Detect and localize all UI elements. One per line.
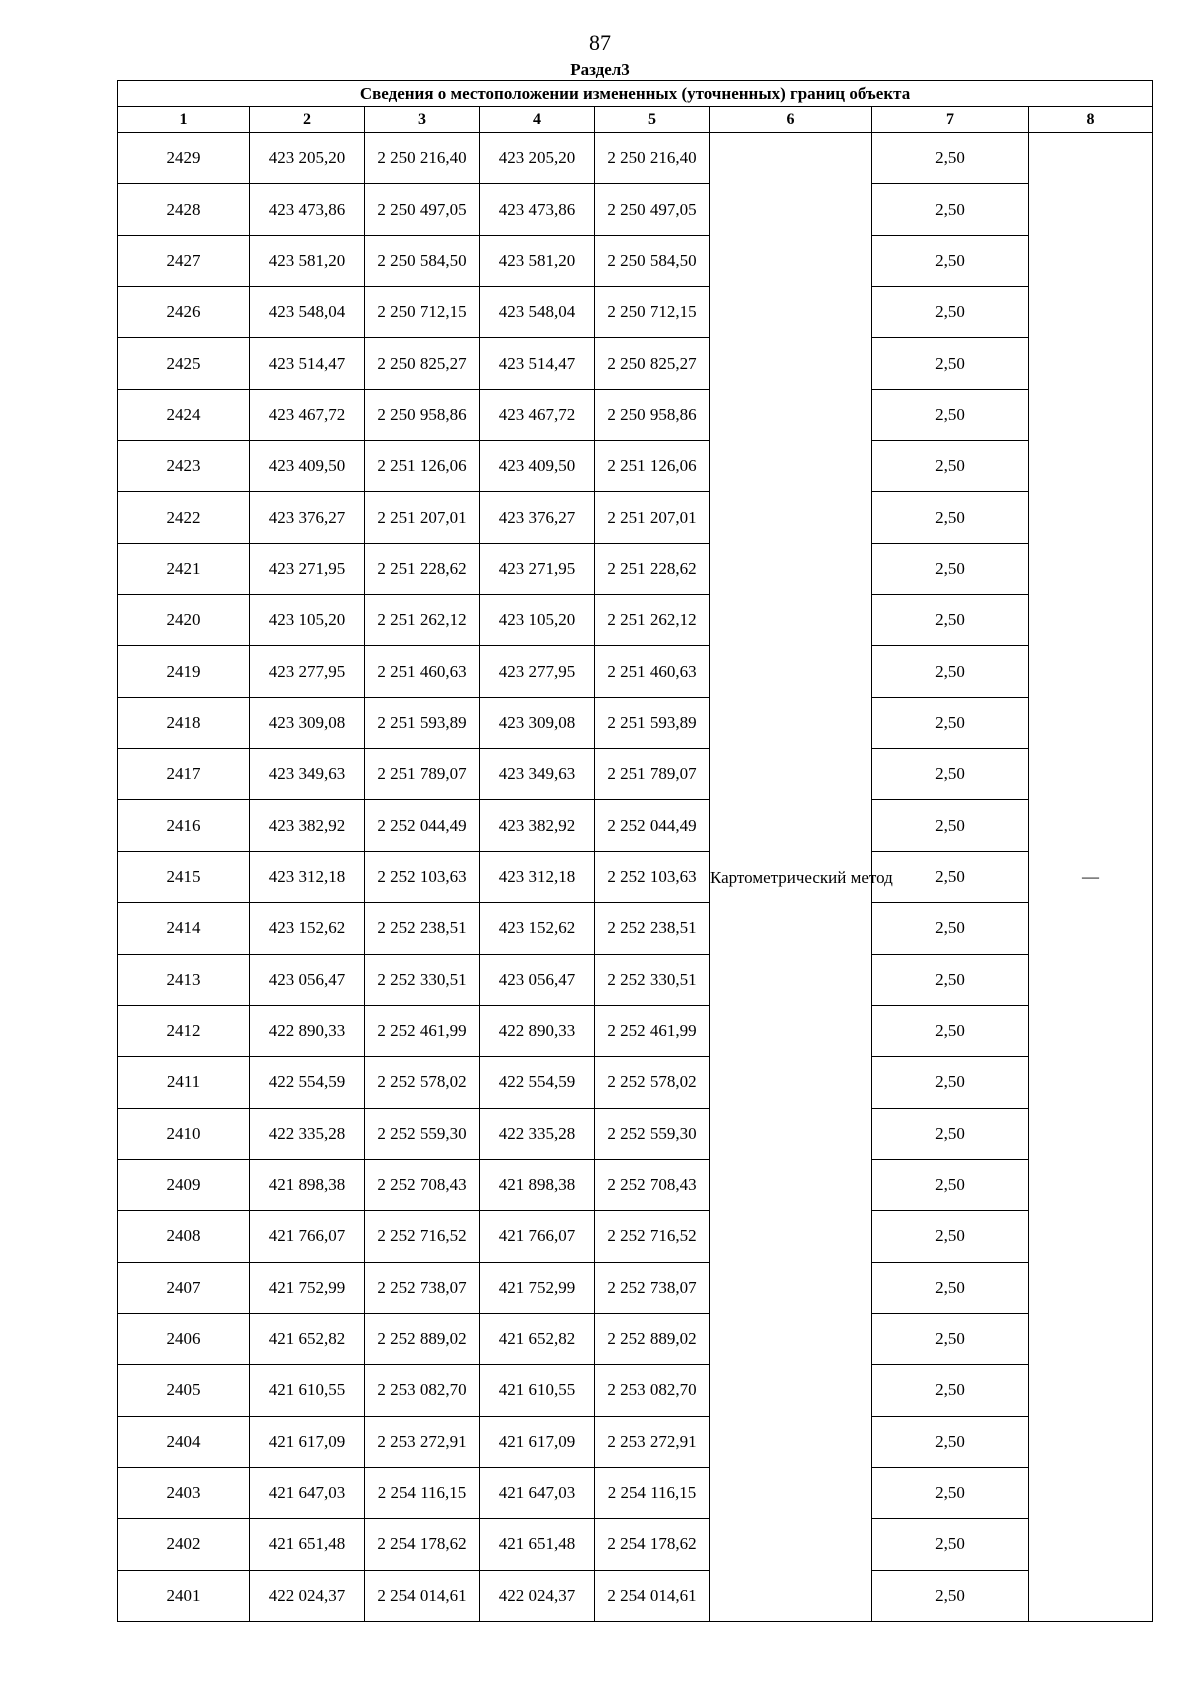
y-coordinate-2-cell: 2 251 126,06 [595,441,710,492]
point-number-cell: 2420 [118,595,250,646]
point-number-cell: 2407 [118,1262,250,1313]
point-number-cell: 2422 [118,492,250,543]
y-coordinate-2-cell: 2 252 559,30 [595,1108,710,1159]
y-coordinate-2-cell: 2 253 272,91 [595,1416,710,1467]
coordinates-table [117,80,1153,1622]
point-number-cell: 2421 [118,543,250,594]
y-coordinate-cell: 2 251 789,07 [365,749,480,800]
x-coordinate-cell: 422 335,28 [250,1108,365,1159]
column-number: 7 [872,107,1029,133]
column-number-row [118,107,1153,133]
accuracy-cell: 2,50 [872,1057,1029,1108]
y-coordinate-cell: 2 250 712,15 [365,287,480,338]
accuracy-cell: 2,50 [872,338,1029,389]
accuracy-cell: 2,50 [872,184,1029,235]
x-coordinate-2-cell: 423 205,20 [480,133,595,184]
accuracy-cell: 2,50 [872,1519,1029,1570]
x-coordinate-cell: 421 752,99 [250,1262,365,1313]
accuracy-cell: 2,50 [872,903,1029,954]
y-coordinate-cell: 2 251 262,12 [365,595,480,646]
x-coordinate-2-cell: 423 473,86 [480,184,595,235]
y-coordinate-cell: 2 252 738,07 [365,1262,480,1313]
y-coordinate-2-cell: 2 252 708,43 [595,1159,710,1210]
table-row [118,1519,1153,1570]
table-row [118,954,1153,1005]
x-coordinate-cell: 421 898,38 [250,1159,365,1210]
y-coordinate-cell: 2 250 216,40 [365,133,480,184]
point-number-cell: 2416 [118,800,250,851]
table-row [118,646,1153,697]
x-coordinate-2-cell: 421 898,38 [480,1159,595,1210]
y-coordinate-2-cell: 2 252 044,49 [595,800,710,851]
y-coordinate-cell: 2 252 889,02 [365,1313,480,1364]
y-coordinate-cell: 2 251 460,63 [365,646,480,697]
accuracy-cell: 2,50 [872,1108,1029,1159]
table-caption: Сведения о местоположении измененных (уточненных) границ объекта [118,81,1153,107]
x-coordinate-2-cell: 422 024,37 [480,1570,595,1621]
accuracy-cell: 2,50 [872,235,1029,286]
y-coordinate-2-cell: 2 251 262,12 [595,595,710,646]
y-coordinate-2-cell: 2 252 103,63 [595,851,710,902]
x-coordinate-2-cell: 423 056,47 [480,954,595,1005]
y-coordinate-2-cell: 2 251 460,63 [595,646,710,697]
y-coordinate-2-cell: 2 252 889,02 [595,1313,710,1364]
table-row [118,441,1153,492]
accuracy-cell: 2,50 [872,133,1029,184]
x-coordinate-cell: 423 205,20 [250,133,365,184]
point-number-cell: 2429 [118,133,250,184]
y-coordinate-cell: 2 254 014,61 [365,1570,480,1621]
column-number: 8 [1029,107,1153,133]
y-coordinate-cell: 2 252 103,63 [365,851,480,902]
x-coordinate-2-cell: 421 647,03 [480,1467,595,1518]
x-coordinate-cell: 421 651,48 [250,1519,365,1570]
y-coordinate-cell: 2 251 228,62 [365,543,480,594]
y-coordinate-cell: 2 254 178,62 [365,1519,480,1570]
x-coordinate-cell: 423 581,20 [250,235,365,286]
table-row [118,338,1153,389]
y-coordinate-cell: 2 252 238,51 [365,903,480,954]
point-number-cell: 2410 [118,1108,250,1159]
point-number-cell: 2419 [118,646,250,697]
column-number: 6 [710,107,872,133]
y-coordinate-cell: 2 251 126,06 [365,441,480,492]
point-number-cell: 2425 [118,338,250,389]
table-row [118,1365,1153,1416]
y-coordinate-cell: 2 252 044,49 [365,800,480,851]
column-number: 2 [250,107,365,133]
point-number-cell: 2404 [118,1416,250,1467]
accuracy-cell: 2,50 [872,389,1029,440]
x-coordinate-cell: 423 277,95 [250,646,365,697]
y-coordinate-2-cell: 2 250 584,50 [595,235,710,286]
x-coordinate-cell: 423 467,72 [250,389,365,440]
x-coordinate-2-cell: 422 335,28 [480,1108,595,1159]
table-row [118,903,1153,954]
y-coordinate-2-cell: 2 250 825,27 [595,338,710,389]
table-row [118,595,1153,646]
table-body [118,133,1153,1622]
y-coordinate-cell: 2 251 593,89 [365,697,480,748]
x-coordinate-cell: 421 610,55 [250,1365,365,1416]
x-coordinate-cell: 423 349,63 [250,749,365,800]
x-coordinate-2-cell: 423 105,20 [480,595,595,646]
x-coordinate-cell: 421 617,09 [250,1416,365,1467]
x-coordinate-2-cell: 423 277,95 [480,646,595,697]
point-number-cell: 2418 [118,697,250,748]
point-number-cell: 2408 [118,1211,250,1262]
x-coordinate-cell: 423 409,50 [250,441,365,492]
accuracy-cell: 2,50 [872,543,1029,594]
point-number-cell: 2427 [118,235,250,286]
accuracy-cell: 2,50 [872,646,1029,697]
table-row [118,1570,1153,1621]
point-number-cell: 2424 [118,389,250,440]
x-coordinate-2-cell: 421 752,99 [480,1262,595,1313]
table-row [118,851,1153,902]
y-coordinate-cell: 2 250 825,27 [365,338,480,389]
x-coordinate-2-cell: 423 514,47 [480,338,595,389]
point-number-cell: 2411 [118,1057,250,1108]
x-coordinate-2-cell: 423 349,63 [480,749,595,800]
accuracy-cell: 2,50 [872,1262,1029,1313]
table-row [118,749,1153,800]
y-coordinate-cell: 2 253 272,91 [365,1416,480,1467]
accuracy-cell: 2,50 [872,1416,1029,1467]
point-number-cell: 2405 [118,1365,250,1416]
point-number-cell: 2414 [118,903,250,954]
y-coordinate-2-cell: 2 251 593,89 [595,697,710,748]
x-coordinate-2-cell: 423 467,72 [480,389,595,440]
y-coordinate-cell: 2 250 584,50 [365,235,480,286]
table-row [118,1005,1153,1056]
point-number-cell: 2412 [118,1005,250,1056]
table-row [118,697,1153,748]
table-row [118,1159,1153,1210]
x-coordinate-cell: 423 056,47 [250,954,365,1005]
x-coordinate-2-cell: 422 890,33 [480,1005,595,1056]
x-coordinate-2-cell: 423 409,50 [480,441,595,492]
x-coordinate-2-cell: 423 312,18 [480,851,595,902]
y-coordinate-2-cell: 2 250 216,40 [595,133,710,184]
y-coordinate-2-cell: 2 250 712,15 [595,287,710,338]
accuracy-cell: 2,50 [872,1365,1029,1416]
method-cell: Картометрический метод [710,133,872,1622]
y-coordinate-cell: 2 252 461,99 [365,1005,480,1056]
y-coordinate-2-cell: 2 253 082,70 [595,1365,710,1416]
y-coordinate-2-cell: 2 254 014,61 [595,1570,710,1621]
y-coordinate-2-cell: 2 250 497,05 [595,184,710,235]
accuracy-cell: 2,50 [872,749,1029,800]
section-title: Раздел3 [570,60,630,79]
y-coordinate-2-cell: 2 250 958,86 [595,389,710,440]
x-coordinate-cell: 423 473,86 [250,184,365,235]
x-coordinate-2-cell: 423 382,92 [480,800,595,851]
accuracy-cell: 2,50 [872,595,1029,646]
y-coordinate-cell: 2 254 116,15 [365,1467,480,1518]
point-number-cell: 2409 [118,1159,250,1210]
accuracy-cell: 2,50 [872,492,1029,543]
accuracy-cell: 2,50 [872,954,1029,1005]
y-coordinate-cell: 2 252 559,30 [365,1108,480,1159]
x-coordinate-2-cell: 421 652,82 [480,1313,595,1364]
table-row [118,1057,1153,1108]
accuracy-cell: 2,50 [872,1005,1029,1056]
y-coordinate-2-cell: 2 251 228,62 [595,543,710,594]
accuracy-cell: 2,50 [872,800,1029,851]
y-coordinate-2-cell: 2 254 178,62 [595,1519,710,1570]
x-coordinate-cell: 423 376,27 [250,492,365,543]
x-coordinate-2-cell: 421 617,09 [480,1416,595,1467]
accuracy-cell: 2,50 [872,287,1029,338]
table-row [118,543,1153,594]
x-coordinate-2-cell: 423 309,08 [480,697,595,748]
y-coordinate-cell: 2 252 330,51 [365,954,480,1005]
x-coordinate-cell: 423 105,20 [250,595,365,646]
y-coordinate-2-cell: 2 252 238,51 [595,903,710,954]
x-coordinate-2-cell: 421 651,48 [480,1519,595,1570]
y-coordinate-2-cell: 2 252 330,51 [595,954,710,1005]
y-coordinate-2-cell: 2 252 716,52 [595,1211,710,1262]
y-coordinate-cell: 2 251 207,01 [365,492,480,543]
x-coordinate-cell: 423 152,62 [250,903,365,954]
accuracy-cell: 2,50 [872,851,1029,902]
y-coordinate-cell: 2 253 082,70 [365,1365,480,1416]
y-coordinate-cell: 2 252 716,52 [365,1211,480,1262]
point-number-cell: 2423 [118,441,250,492]
x-coordinate-cell: 421 652,82 [250,1313,365,1364]
y-coordinate-cell: 2 250 958,86 [365,389,480,440]
accuracy-cell: 2,50 [872,441,1029,492]
column-number: 1 [118,107,250,133]
y-coordinate-2-cell: 2 252 738,07 [595,1262,710,1313]
point-number-cell: 2417 [118,749,250,800]
x-coordinate-cell: 423 271,95 [250,543,365,594]
y-coordinate-2-cell: 2 252 461,99 [595,1005,710,1056]
x-coordinate-2-cell: 423 548,04 [480,287,595,338]
x-coordinate-cell: 421 647,03 [250,1467,365,1518]
table-row [118,184,1153,235]
y-coordinate-cell: 2 252 708,43 [365,1159,480,1210]
accuracy-cell: 2,50 [872,1313,1029,1364]
point-number-cell: 2426 [118,287,250,338]
column-number: 4 [480,107,595,133]
point-number-cell: 2406 [118,1313,250,1364]
table-row [118,389,1153,440]
y-coordinate-2-cell: 2 251 207,01 [595,492,710,543]
accuracy-cell: 2,50 [872,1467,1029,1518]
x-coordinate-2-cell: 422 554,59 [480,1057,595,1108]
table-row [118,1416,1153,1467]
table-row [118,133,1153,184]
table-row [118,1262,1153,1313]
table-row [118,800,1153,851]
table-row [118,1313,1153,1364]
y-coordinate-2-cell: 2 251 789,07 [595,749,710,800]
table-row [118,235,1153,286]
accuracy-cell: 2,50 [872,1211,1029,1262]
x-coordinate-cell: 422 890,33 [250,1005,365,1056]
point-number-cell: 2401 [118,1570,250,1621]
y-coordinate-2-cell: 2 254 116,15 [595,1467,710,1518]
table-row [118,1211,1153,1262]
column-8-cell: — [1029,133,1153,1622]
x-coordinate-cell: 423 309,08 [250,697,365,748]
y-coordinate-cell: 2 252 578,02 [365,1057,480,1108]
x-coordinate-2-cell: 423 271,95 [480,543,595,594]
x-coordinate-cell: 423 548,04 [250,287,365,338]
x-coordinate-cell: 423 382,92 [250,800,365,851]
page-number: 87 [589,30,611,55]
accuracy-cell: 2,50 [872,1159,1029,1210]
point-number-cell: 2402 [118,1519,250,1570]
x-coordinate-cell: 422 554,59 [250,1057,365,1108]
accuracy-cell: 2,50 [872,697,1029,748]
x-coordinate-2-cell: 421 610,55 [480,1365,595,1416]
x-coordinate-2-cell: 421 766,07 [480,1211,595,1262]
table-row [118,1108,1153,1159]
x-coordinate-cell: 423 514,47 [250,338,365,389]
y-coordinate-2-cell: 2 252 578,02 [595,1057,710,1108]
column-number: 3 [365,107,480,133]
table-row [118,492,1153,543]
table-row [118,287,1153,338]
x-coordinate-2-cell: 423 152,62 [480,903,595,954]
table-row [118,1467,1153,1518]
x-coordinate-cell: 423 312,18 [250,851,365,902]
point-number-cell: 2403 [118,1467,250,1518]
x-coordinate-2-cell: 423 581,20 [480,235,595,286]
accuracy-cell: 2,50 [872,1570,1029,1621]
y-coordinate-cell: 2 250 497,05 [365,184,480,235]
point-number-cell: 2413 [118,954,250,1005]
column-number: 5 [595,107,710,133]
point-number-cell: 2428 [118,184,250,235]
x-coordinate-2-cell: 423 376,27 [480,492,595,543]
x-coordinate-cell: 422 024,37 [250,1570,365,1621]
point-number-cell: 2415 [118,851,250,902]
x-coordinate-cell: 421 766,07 [250,1211,365,1262]
